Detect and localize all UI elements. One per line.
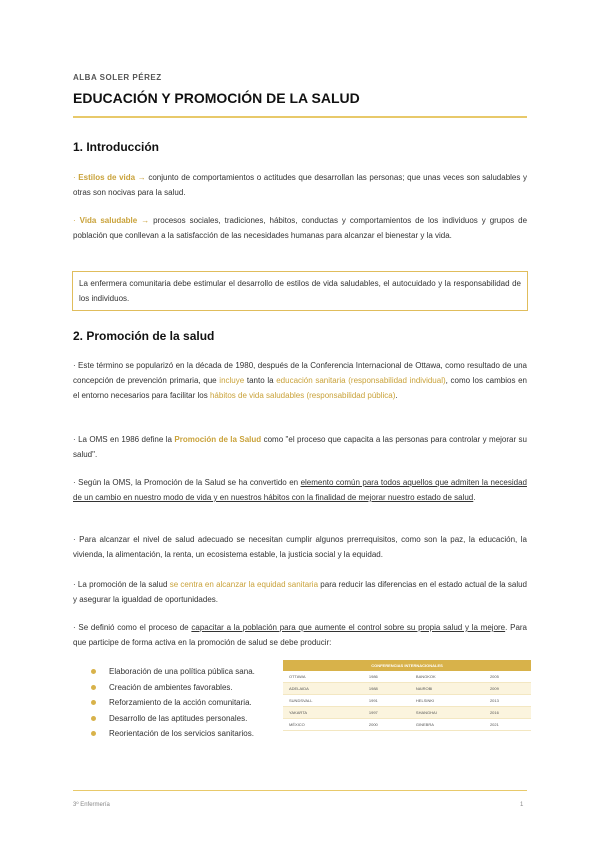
table-row	[283, 671, 531, 683]
table-cell: ADELAIDA	[283, 683, 363, 695]
list-item-text: Reorientación de los servicios sanitarios.	[109, 729, 254, 738]
paragraph-oms-elemento	[73, 475, 527, 505]
definition-text: procesos sociales, tradiciones, hábitos, conductas y comportamientos de los individuos y grupos de población que conllevan a la satisfacción de las necesidades humanas para alcanzar el bienestar y la vida.	[73, 216, 528, 240]
table-cell: MÉXICO	[283, 719, 363, 731]
bullet-dot-icon	[91, 731, 96, 736]
table-cell: 2013	[484, 695, 531, 707]
text-run: para reducir las diferencias en el estado actual de la salud y asegurar la igualdad de oportunidades.	[73, 580, 527, 604]
conferences-table	[283, 660, 531, 731]
table-cell: NAIROBI	[410, 683, 484, 695]
arrow-icon: →	[137, 216, 154, 225]
table-cell: BANGKOK	[410, 671, 484, 683]
table-cell: 2016	[484, 707, 531, 719]
list-item	[91, 711, 255, 727]
text-run: como "el proceso que capacita a las personas para controlar y mejorar su salud".	[73, 435, 528, 459]
text-run: · La OMS en 1986 define la	[73, 435, 175, 444]
list-item-text: Elaboración de una política pública sana.	[109, 667, 255, 676]
highlight-box: La enfermera comunitaria debe estimular el desarrollo de estilos de vida saludables, el autocuidado y la responsabilidad de los individuos.	[72, 271, 528, 311]
table-cell: 1988	[363, 683, 410, 695]
table-cell: 1997	[363, 707, 410, 719]
term-promocion-salud: Promoción de la Salud	[174, 435, 262, 444]
table-cell: GINEBRA	[410, 719, 484, 731]
table-row	[283, 707, 531, 719]
highlight-habitos: hábitos de vida saludables (responsabilidad pública)	[209, 391, 396, 400]
term-vida-saludable: Vida saludable	[79, 216, 138, 225]
table-header-row	[283, 660, 531, 671]
text-run: .	[473, 493, 476, 502]
text-run: . Para que participe de forma activa en la promoción de salud se debe producir:	[73, 623, 528, 647]
table-cell: HELSINKI	[410, 695, 484, 707]
paragraph-ottawa	[73, 358, 527, 403]
bullet-mark: ·	[73, 173, 79, 182]
paragraph-equidad	[73, 577, 527, 607]
list-item	[91, 726, 255, 742]
document-title: EDUCACIÓN Y PROMOCIÓN DE LA SALUD	[73, 90, 360, 106]
table-cell: YAKARTA	[283, 707, 363, 719]
paragraph-prerrequisitos: · Para alcanzar el nivel de salud adecuado se necesitan cumplir algunos prerrequisitos, como son la paz, la educación, la vivienda, la alimentación, la renta, un ecosistema estable, la justicia social y la equidad.	[73, 535, 527, 559]
table-row	[283, 719, 531, 731]
list-item-text: Creación de ambientes favorables.	[109, 682, 233, 692]
list-item	[91, 664, 255, 680]
text-run: · Se definió como el proceso de	[73, 623, 192, 632]
footer-divider	[73, 790, 527, 791]
list-item-text: Desarrollo de las aptitudes personales.	[109, 713, 248, 723]
bullet-dot-icon	[91, 716, 96, 721]
highlight-educacion-sanitaria: educación sanitaria (responsabilidad individual)	[276, 376, 446, 385]
table-row	[283, 695, 531, 707]
term-estilos-de-vida: Estilos de vida	[78, 173, 136, 182]
bullet-mark: ·	[73, 216, 80, 225]
underlined-text: capacitar a la población para que aumente el control sobre su propia salud y la mejore	[191, 623, 506, 632]
text-run: · Según la OMS, la Promoción de la Salud se ha convertido en	[73, 478, 301, 487]
definition-text: conjunto de comportamientos o actitudes que desarrollan las personas; que unas veces son saludables y otras son nocivas para la salud.	[73, 173, 528, 197]
list-item-text: Reforzamiento de la acción comunitaria.	[109, 698, 252, 707]
list-item	[91, 695, 255, 711]
table-header: CONFERENCIAS INTERNACIONALES	[283, 660, 531, 671]
section-heading-introduccion: 1. Introducción	[73, 140, 160, 154]
bullet-dot-icon	[91, 685, 96, 690]
table-cell: 2021	[484, 719, 531, 731]
highlight-equidad: se centra en alcanzar la equidad sanitaria	[169, 580, 319, 589]
text-run: · Este término se popularizó en la década de 1980, después de la Conferencia Internacional de Ottawa, como resultado de una concepción de prevención primaria, que	[73, 361, 527, 385]
paragraph-capacitar	[73, 620, 527, 650]
text-run: · La promoción de la salud	[73, 580, 170, 589]
title-divider	[73, 116, 527, 118]
list-item	[91, 680, 255, 696]
arrow-icon: →	[135, 173, 149, 182]
page-number: 1	[520, 802, 524, 808]
underlined-text: elemento común para todos aquellos que admiten la necesidad de un cambio en nuestro modo de vida y en nuestros hábitos con la finalidad de mejorar nuestro estado de salud	[73, 478, 527, 502]
footer-course: 3º Enfermería	[73, 802, 110, 808]
definition-estilos-de-vida	[73, 170, 527, 200]
author-name: ALBA SOLER PÉREZ	[73, 73, 162, 82]
table-cell: OTTAWA	[283, 671, 363, 683]
bullet-dot-icon	[91, 700, 96, 705]
table-cell: 2000	[363, 719, 410, 731]
text-run: , como los cambios en el entorno necesarios para facilitar los	[73, 376, 528, 400]
table-cell: SUNDSVALL	[283, 695, 363, 707]
table-cell: 2009	[484, 683, 531, 695]
section-heading-promocion: 2. Promoción de la salud	[73, 329, 215, 343]
definition-vida-saludable	[73, 213, 527, 243]
highlight-incluye: incluye	[219, 376, 245, 385]
text-run: .	[395, 391, 398, 400]
table-cell: 2005	[484, 671, 531, 683]
text-run: tanto la	[244, 376, 277, 385]
table-cell: 1986	[363, 671, 410, 683]
paragraph-oms-1986	[73, 432, 527, 462]
table-cell: SHANGHAI	[410, 707, 484, 719]
bullet-dot-icon	[91, 669, 96, 674]
action-list	[91, 664, 255, 742]
table-cell: 1991	[363, 695, 410, 707]
table-row	[283, 683, 531, 695]
